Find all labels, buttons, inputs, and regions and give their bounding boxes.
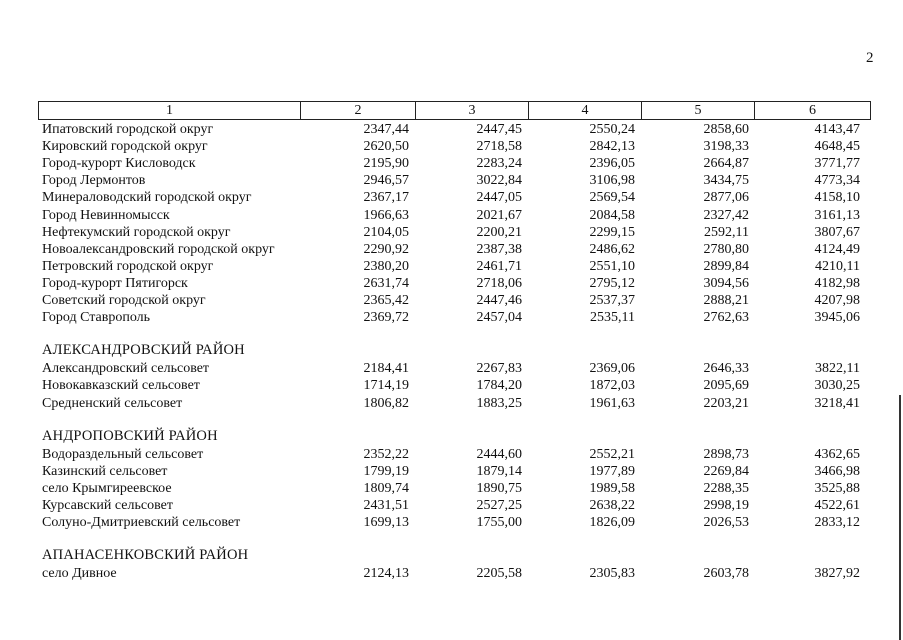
column-header-5: 5 <box>642 102 755 120</box>
row-name: Город Лермонтов <box>42 173 146 188</box>
cell-col5: 2858,60 <box>703 122 749 137</box>
cell-col6: 3218,41 <box>814 396 860 411</box>
cell-col2: 2290,92 <box>363 242 409 257</box>
row-name: Советский городской округ <box>42 293 206 308</box>
table-row <box>0 565 903 582</box>
cell-col2: 2380,20 <box>363 259 409 274</box>
table-row <box>0 360 903 377</box>
cell-col4: 2084,58 <box>589 208 635 223</box>
cell-col2: 2367,17 <box>363 190 409 205</box>
cell-col2: 1806,82 <box>363 396 409 411</box>
column-header-4: 4 <box>529 102 642 120</box>
cell-col3: 2021,67 <box>476 208 522 223</box>
cell-col5: 2327,42 <box>703 208 749 223</box>
cell-col5: 2762,63 <box>703 310 749 325</box>
row-name: Солуно-Дмитриевский сельсовет <box>42 515 241 530</box>
row-name: Курсавский сельсовет <box>42 498 173 513</box>
scan-edge-line <box>899 395 901 640</box>
cell-col5: 2664,87 <box>703 156 749 171</box>
section-title-andropovsky: АНДРОПОВСКИЙ РАЙОН <box>42 428 218 444</box>
row-name: Водораздельный сельсовет <box>42 447 204 462</box>
cell-col4: 1989,58 <box>589 481 635 496</box>
table-row <box>0 463 903 480</box>
cell-col2: 2631,74 <box>363 276 409 291</box>
cell-col5: 2603,78 <box>703 566 749 581</box>
row-name: Город-курорт Кисловодск <box>42 156 196 171</box>
cell-col4: 2396,05 <box>589 156 635 171</box>
row-name: Казинский сельсовет <box>42 464 168 479</box>
cell-col5: 2780,80 <box>703 242 749 257</box>
cell-col4: 3106,98 <box>589 173 635 188</box>
page-number: 2 <box>866 50 874 66</box>
cell-col6: 3807,67 <box>814 225 860 240</box>
cell-col4: 2537,37 <box>589 293 635 308</box>
cell-col3: 1890,75 <box>476 481 522 496</box>
cell-col5: 2026,53 <box>703 515 749 530</box>
cell-col6: 4648,45 <box>814 139 860 154</box>
cell-col2: 2946,57 <box>363 173 409 188</box>
cell-col2: 1714,19 <box>363 378 409 393</box>
cell-col4: 2299,15 <box>589 225 635 240</box>
cell-col4: 2569,54 <box>589 190 635 205</box>
cell-col6: 4207,98 <box>814 293 860 308</box>
table-row <box>0 241 903 258</box>
cell-col2: 2352,22 <box>363 447 409 462</box>
cell-col3: 2447,05 <box>476 190 522 205</box>
table-row <box>0 224 903 241</box>
table-row <box>0 292 903 309</box>
cell-col5: 2646,33 <box>703 361 749 376</box>
table-row <box>0 395 903 412</box>
cell-col6: 2833,12 <box>814 515 860 530</box>
cell-col3: 2447,45 <box>476 122 522 137</box>
cell-col4: 2638,22 <box>589 498 635 513</box>
row-name: Город Невинномысск <box>42 208 170 223</box>
column-header-3: 3 <box>416 102 529 120</box>
row-name: Средненский сельсовет <box>42 396 183 411</box>
row-name: Ипатовский городской округ <box>42 122 214 137</box>
table-row <box>0 121 903 138</box>
cell-col5: 2095,69 <box>703 378 749 393</box>
table-row <box>0 207 903 224</box>
row-name: Город Ставрополь <box>42 310 151 325</box>
column-header-1: 1 <box>39 102 301 120</box>
cell-col5: 3198,33 <box>703 139 749 154</box>
cell-col3: 2283,24 <box>476 156 522 171</box>
table-row <box>0 377 903 394</box>
cell-col4: 1826,09 <box>589 515 635 530</box>
cell-col6: 4158,10 <box>814 190 860 205</box>
row-name: Кировский городской округ <box>42 139 208 154</box>
cell-col3: 1879,14 <box>476 464 522 479</box>
row-name: Александровский сельсовет <box>42 361 210 376</box>
cell-col2: 1966,63 <box>363 208 409 223</box>
cell-col4: 1872,03 <box>589 378 635 393</box>
cell-col3: 3022,84 <box>476 173 522 188</box>
cell-col2: 2431,51 <box>363 498 409 513</box>
cell-col6: 3161,13 <box>814 208 860 223</box>
cell-col2: 2369,72 <box>363 310 409 325</box>
cell-col2: 1699,13 <box>363 515 409 530</box>
cell-col4: 2552,21 <box>589 447 635 462</box>
cell-col6: 4522,61 <box>814 498 860 513</box>
cell-col5: 2998,19 <box>703 498 749 513</box>
cell-col4: 2369,06 <box>589 361 635 376</box>
column-header-2: 2 <box>301 102 416 120</box>
cell-col6: 4210,11 <box>815 259 860 274</box>
cell-col4: 2305,83 <box>589 566 635 581</box>
cell-col5: 2592,11 <box>704 225 749 240</box>
section-title-aleksandrovsky: АЛЕКСАНДРОВСКИЙ РАЙОН <box>42 342 245 358</box>
cell-col6: 3945,06 <box>814 310 860 325</box>
cell-col4: 1977,89 <box>589 464 635 479</box>
cell-col6: 4182,98 <box>814 276 860 291</box>
cell-col6: 3466,98 <box>814 464 860 479</box>
cell-col6: 3525,88 <box>814 481 860 496</box>
cell-col3: 2447,46 <box>476 293 522 308</box>
cell-col5: 2269,84 <box>703 464 749 479</box>
table-row <box>0 480 903 497</box>
row-name: Город-курорт Пятигорск <box>42 276 188 291</box>
cell-col4: 2486,62 <box>589 242 635 257</box>
cell-col3: 1883,25 <box>476 396 522 411</box>
cell-col6: 4362,65 <box>814 447 860 462</box>
cell-col4: 2550,24 <box>589 122 635 137</box>
cell-col5: 2877,06 <box>703 190 749 205</box>
cell-col4: 2842,13 <box>589 139 635 154</box>
row-name: Минераловодский городской округ <box>42 190 252 205</box>
table-row <box>0 446 903 463</box>
cell-col3: 2527,25 <box>476 498 522 513</box>
table-row <box>0 172 903 189</box>
row-name: село Крымгиреевское <box>42 481 172 496</box>
cell-col5: 2288,35 <box>703 481 749 496</box>
table-row <box>0 155 903 172</box>
row-name: Петровский городской округ <box>42 259 214 274</box>
cell-col2: 2195,90 <box>363 156 409 171</box>
cell-col3: 2267,83 <box>476 361 522 376</box>
table-row <box>0 309 903 326</box>
row-name: Нефтекумский городской округ <box>42 225 231 240</box>
cell-col5: 2898,73 <box>703 447 749 462</box>
table-row <box>0 258 903 275</box>
cell-col2: 2184,41 <box>363 361 409 376</box>
cell-col3: 2200,21 <box>476 225 522 240</box>
table-row <box>0 189 903 206</box>
cell-col3: 2457,04 <box>476 310 522 325</box>
cell-col4: 2535,11 <box>590 310 635 325</box>
cell-col6: 4143,47 <box>814 122 860 137</box>
row-name: Новоалександровский городской округ <box>42 242 275 257</box>
cell-col2: 2347,44 <box>363 122 409 137</box>
cell-col3: 2387,38 <box>476 242 522 257</box>
cell-col2: 1809,74 <box>363 481 409 496</box>
column-header-6: 6 <box>755 102 871 120</box>
cell-col6: 4773,34 <box>814 173 860 188</box>
row-name: Новокавказский сельсовет <box>42 378 200 393</box>
cell-col4: 2795,12 <box>589 276 635 291</box>
cell-col2: 2104,05 <box>363 225 409 240</box>
cell-col5: 3094,56 <box>703 276 749 291</box>
table-row <box>0 514 903 531</box>
cell-col6: 3771,77 <box>814 156 860 171</box>
cell-col3: 1755,00 <box>476 515 522 530</box>
cell-col6: 4124,49 <box>814 242 860 257</box>
cell-col6: 3827,92 <box>814 566 860 581</box>
cell-col5: 2888,21 <box>703 293 749 308</box>
cell-col2: 1799,19 <box>363 464 409 479</box>
table-row <box>0 275 903 292</box>
cell-col5: 2899,84 <box>703 259 749 274</box>
cell-col2: 2620,50 <box>363 139 409 154</box>
cell-col5: 3434,75 <box>703 173 749 188</box>
cell-col4: 1961,63 <box>589 396 635 411</box>
cell-col4: 2551,10 <box>589 259 635 274</box>
table-row <box>0 497 903 514</box>
table-row <box>0 138 903 155</box>
cell-col3: 2718,06 <box>476 276 522 291</box>
cell-col3: 2461,71 <box>476 259 522 274</box>
cell-col2: 2365,42 <box>363 293 409 308</box>
section-title-apanasenkovsky: АПАНАСЕНКОВСКИЙ РАЙОН <box>42 547 249 563</box>
cell-col3: 2444,60 <box>476 447 522 462</box>
cell-col2: 2124,13 <box>363 566 409 581</box>
cell-col6: 3030,25 <box>814 378 860 393</box>
cell-col3: 2205,58 <box>476 566 522 581</box>
cell-col3: 1784,20 <box>476 378 522 393</box>
row-name: село Дивное <box>42 566 117 581</box>
cell-col6: 3822,11 <box>815 361 860 376</box>
cell-col3: 2718,58 <box>476 139 522 154</box>
cell-col5: 2203,21 <box>703 396 749 411</box>
